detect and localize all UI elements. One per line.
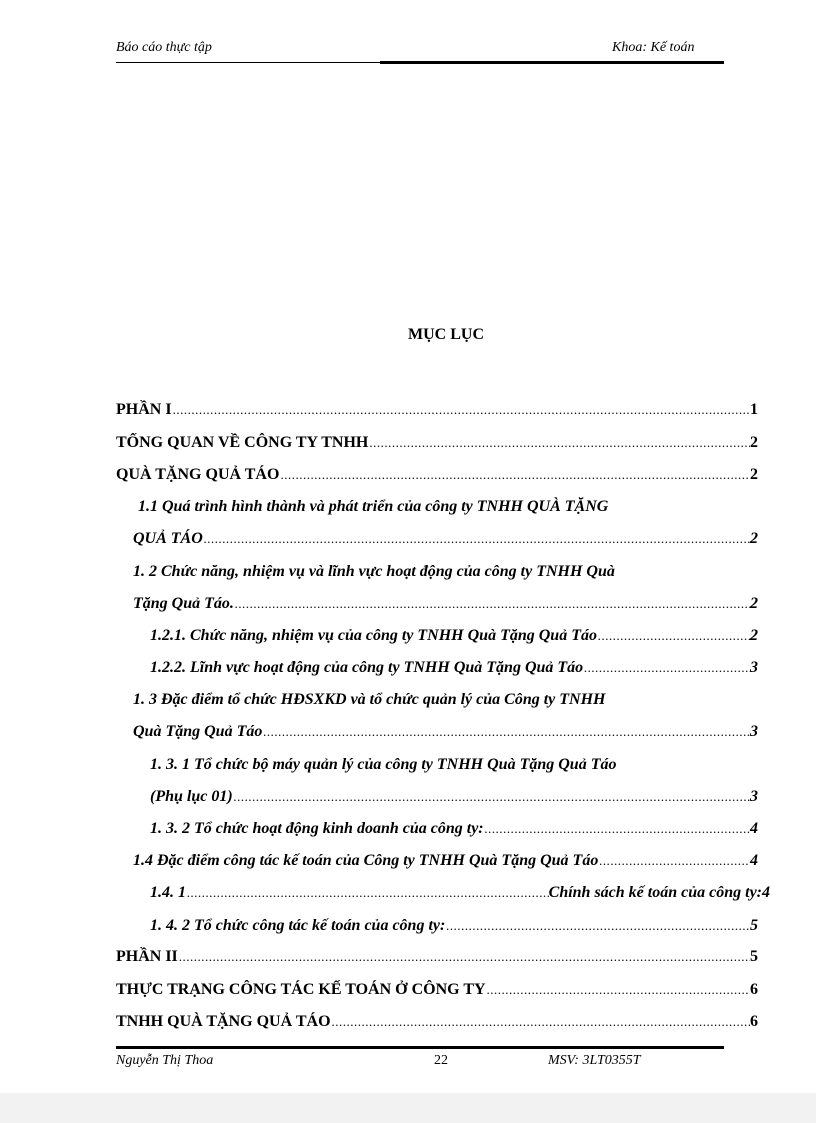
toc-leader-dots — [203, 529, 750, 549]
toc-page-number: 6 — [750, 981, 758, 998]
toc-entry-part-2[interactable] — [116, 947, 758, 967]
toc-entry-1-2-1[interactable] — [150, 626, 758, 646]
header-rule-thin — [116, 62, 380, 63]
toc-entry-text: 1.2.1. Chức năng, nhiệm vụ của công ty TNHH Quà Tặng Quả Táo — [150, 627, 597, 644]
toc-entry-1-4[interactable] — [133, 851, 758, 871]
toc-entry-1-2-2[interactable] — [150, 658, 758, 678]
toc-entry-1-3[interactable] — [133, 722, 758, 742]
toc-entry-text: Tặng Quả Táo. — [133, 595, 234, 612]
toc-entry-company-name-2[interactable] — [116, 1012, 758, 1032]
toc-entry-text: (Phụ lục 01) — [150, 788, 233, 805]
toc-leader-dots — [186, 883, 549, 903]
toc-entry-text: PHẦN I — [116, 401, 172, 418]
toc-entry-1-1-line1[interactable]: 1.1 Quá trình hình thành và phát triển của công ty TNHH QUÀ TẶNG — [138, 498, 609, 515]
toc-entry-1-2-line1[interactable]: 1. 2 Chức năng, nhiệm vụ và lĩnh vực hoạt động của công ty TNHH Quà — [133, 563, 615, 580]
toc-page-number: 5 — [750, 948, 758, 965]
toc-entry-text: 1. 4. 2 Tổ chức công tác kế toán của công ty: — [150, 917, 446, 934]
toc-entry-1-4-1[interactable] — [150, 883, 770, 903]
footer-page-number: 22 — [434, 1053, 448, 1068]
toc-page-number: 1 — [750, 401, 758, 418]
toc-page-number: 2 — [750, 627, 758, 644]
toc-page-number: 4 — [750, 852, 758, 869]
toc-leader-dots — [178, 947, 750, 967]
toc-entry-1-3-2[interactable] — [150, 819, 758, 839]
toc-leader-dots — [279, 465, 750, 485]
footer-author: Nguyễn Thị Thoa — [116, 1053, 214, 1068]
footer-rule — [116, 1046, 724, 1049]
page-bottom-edge — [0, 1093, 816, 1123]
toc-leader-dots — [597, 626, 750, 646]
toc-entry-1-2[interactable] — [133, 594, 758, 614]
toc-entry-text: 1.4 Đặc điểm công tác kế toán của Công ty TNHH Quà Tặng Quả Táo — [133, 852, 599, 869]
toc-leader-dots — [233, 787, 750, 807]
toc-page-number: 2 — [750, 595, 758, 612]
toc-page-number: 3 — [750, 659, 758, 676]
header-report-title: Báo cáo thực tập — [116, 40, 212, 55]
toc-entry-text: THỰC TRẠNG CÔNG TÁC KẾ TOÁN Ở CÔNG TY — [116, 981, 486, 998]
toc-leader-dots — [445, 916, 750, 936]
toc-leader-dots — [368, 433, 750, 453]
toc-entry-text: 1.2.2. Lĩnh vực hoạt động của công ty TNHH Quà Tặng Quả Táo — [150, 659, 584, 676]
toc-leader-dots — [234, 594, 750, 614]
toc-entry-text: Quà Tặng Quả Táo — [133, 723, 263, 740]
toc-entry-1-3-line1[interactable]: 1. 3 Đặc điểm tổ chức HĐSXKD và tổ chức quản lý của Công ty TNHH — [133, 691, 606, 708]
toc-entry-1-3-1[interactable] — [150, 787, 758, 807]
toc-page-number: 3 — [750, 788, 758, 805]
toc-entry-1-4-2[interactable] — [150, 916, 758, 936]
toc-entry-text: PHẦN II — [116, 948, 178, 965]
toc-page-number: 4 — [750, 820, 758, 837]
toc-entry-text: 1.4. 1 — [150, 884, 186, 901]
toc-leader-dots — [172, 400, 750, 420]
toc-page-number: 3 — [750, 723, 758, 740]
toc-entry-company-name[interactable] — [116, 465, 758, 485]
toc-entry-text: QUÀ TẶNG QUẢ TÁO — [116, 466, 280, 483]
toc-entry-text: TỔNG QUAN VỀ CÔNG TY TNHH — [116, 434, 369, 451]
toc-leader-dots — [583, 658, 750, 678]
toc-title: MỤC LỤC — [408, 326, 484, 343]
toc-entry-overview[interactable] — [116, 433, 758, 453]
toc-leader-dots — [598, 851, 750, 871]
toc-entry-text: QUẢ TÁO — [133, 530, 203, 547]
toc-entry-part-1[interactable] — [116, 400, 758, 420]
toc-entry-text: TNHH QUÀ TẶNG QUẢ TÁO — [116, 1013, 331, 1030]
toc-entry-trailing-title: Chính sách kế toán của công ty:4 — [548, 884, 770, 901]
toc-leader-dots — [484, 819, 750, 839]
toc-page-number: 5 — [750, 917, 758, 934]
header-rule-thick — [380, 61, 724, 64]
toc-entry-text: 1. 3. 2 Tổ chức hoạt động kinh doanh của công ty: — [150, 820, 484, 837]
toc-leader-dots — [262, 722, 750, 742]
toc-entry-accounting-status[interactable] — [116, 980, 758, 1000]
toc-leader-dots — [331, 1012, 750, 1032]
toc-leader-dots — [486, 980, 750, 1000]
toc-entry-1-3-1-line1[interactable]: 1. 3. 1 Tổ chức bộ máy quản lý của công ty TNHH Quà Tặng Quả Táo — [150, 756, 617, 773]
toc-page-number: 6 — [750, 1013, 758, 1030]
footer-student-id: MSV: 3LT0355T — [548, 1053, 641, 1068]
toc-page-number: 2 — [750, 434, 758, 451]
toc-page-number: 2 — [750, 466, 758, 483]
toc-page-number: 2 — [750, 530, 758, 547]
toc-entry-1-1[interactable] — [133, 529, 758, 549]
header-faculty: Khoa: Kế toán — [612, 40, 695, 55]
